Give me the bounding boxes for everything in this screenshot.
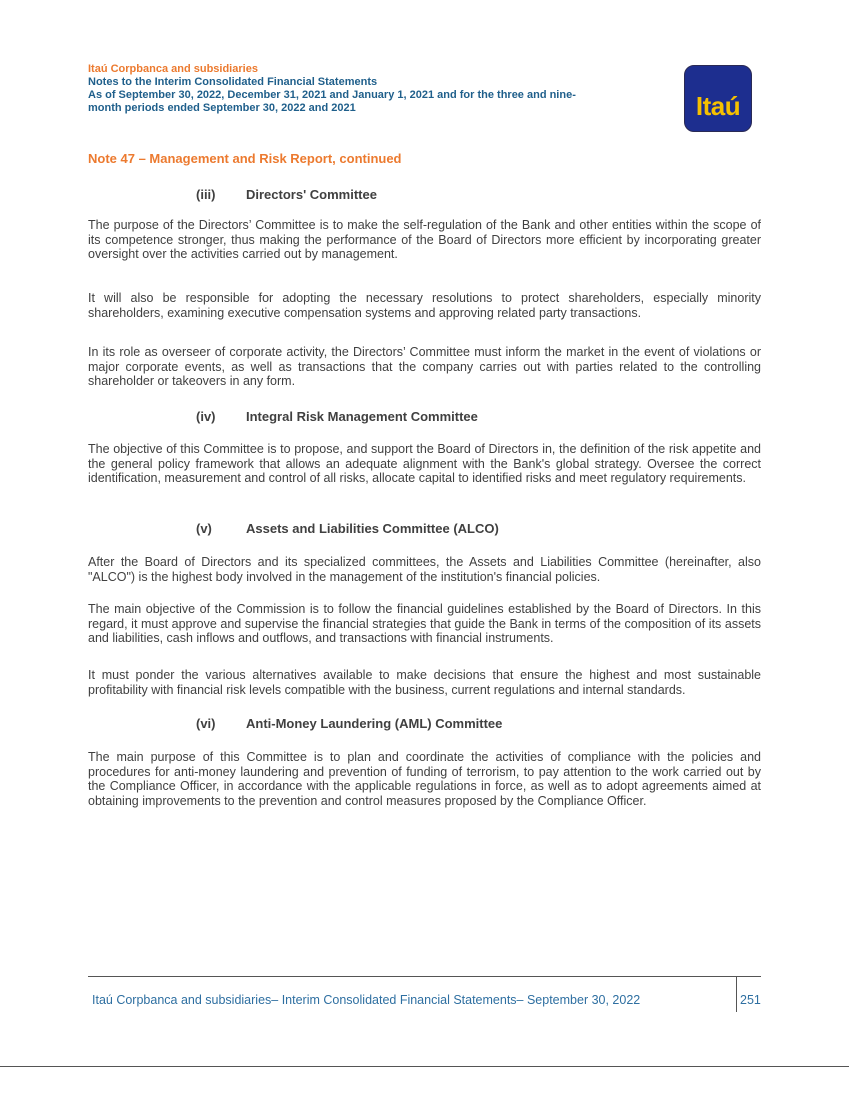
paragraph: It will also be responsible for adopting the necessary resolutions to protect shareholders, especially minority shareholders, examining executive compensation systems and approving related party transactions. xyxy=(88,291,761,320)
logo-wordmark: Itaú xyxy=(695,91,741,121)
note-title: Note 47 – Management and Risk Report, continued xyxy=(88,151,402,166)
paragraph: In its role as overseer of corporate activity, the Directors’ Committee must inform the market in the event of violations or major corporate events, as well as transactions that the company carries out with parties related to the controlling shareholder or takeovers in any form. xyxy=(88,345,761,389)
header-company: Itaú Corpbanca and subsidiaries xyxy=(88,63,258,75)
header-period-line-1: As of September 30, 2022, December 31, 2021 and January 1, 2021 and for the three and nine- xyxy=(88,89,576,101)
section-title: Directors' Committee xyxy=(246,187,377,202)
footer-text: Itaú Corpbanca and subsidiaries– Interim Consolidated Financial Statements– September 30, 2022 xyxy=(92,993,641,1007)
section-title: Integral Risk Management Committee xyxy=(246,409,478,424)
header-subtitle: Notes to the Interim Consolidated Financial Statements xyxy=(88,76,378,88)
section-number: (v) xyxy=(196,521,212,536)
paragraph: The main purpose of this Committee is to plan and coordinate the activities of compliance with the policies and procedures for anti-money laundering and prevention of funding of terrorism, to pay attention to the work carried out by the Compliance Officer, in accordance with the applicable regulations in force, as well as to adopt agreements aimed at obtaining improvements to the prevention and control measures proposed by the Compliance Officer. xyxy=(88,750,761,809)
paragraph: It must ponder the various alternatives available to make decisions that ensure the highest and most sustainable profitability with financial risk levels compatible with the business, current regulations and internal standards. xyxy=(88,668,761,697)
section-title: Assets and Liabilities Committee (ALCO) xyxy=(246,521,499,536)
itau-logo xyxy=(684,65,752,132)
section-number: (iv) xyxy=(196,409,216,424)
page-bottom-edge xyxy=(0,1066,849,1067)
paragraph: After the Board of Directors and its specialized committees, the Assets and Liabilities Committee (hereinafter, also "ALCO") is the highest body involved in the management of the institution's financial policies. xyxy=(88,555,761,584)
paragraph: The objective of this Committee is to propose, and support the Board of Directors in, the definition of the risk appetite and the general policy framework that allows an adequate alignment with the Bank's global strategy. Oversee the correct identification, measurement and control of all risks, allocate capital to identified risks and meet regulatory requirements. xyxy=(88,442,761,486)
section-title: Anti-Money Laundering (AML) Committee xyxy=(246,716,503,731)
header-period-line-2: month periods ended September 30, 2022 and 2021 xyxy=(88,102,356,114)
footer-divider xyxy=(88,976,761,977)
footer-page-divider xyxy=(736,976,737,1012)
paragraph: The purpose of the Directors’ Committee is to make the self-regulation of the Bank and other entities within the scope of its competence stronger, thus making the performance of the Board of Directors more efficient by incorporating greater oversight over the activities carried out by management. xyxy=(88,218,761,262)
paragraph: The main objective of the Commission is to follow the financial guidelines established by the Board of Directors. In this regard, it must approve and supervise the financial strategies that guide the Bank in terms of the composition of its assets and liabilities, cash inflows and outflows, and transactions with financial instruments. xyxy=(88,602,761,646)
section-number: (iii) xyxy=(196,187,216,202)
document-header xyxy=(88,63,668,115)
section-number: (vi) xyxy=(196,716,216,731)
page-number: 251 xyxy=(740,993,761,1007)
